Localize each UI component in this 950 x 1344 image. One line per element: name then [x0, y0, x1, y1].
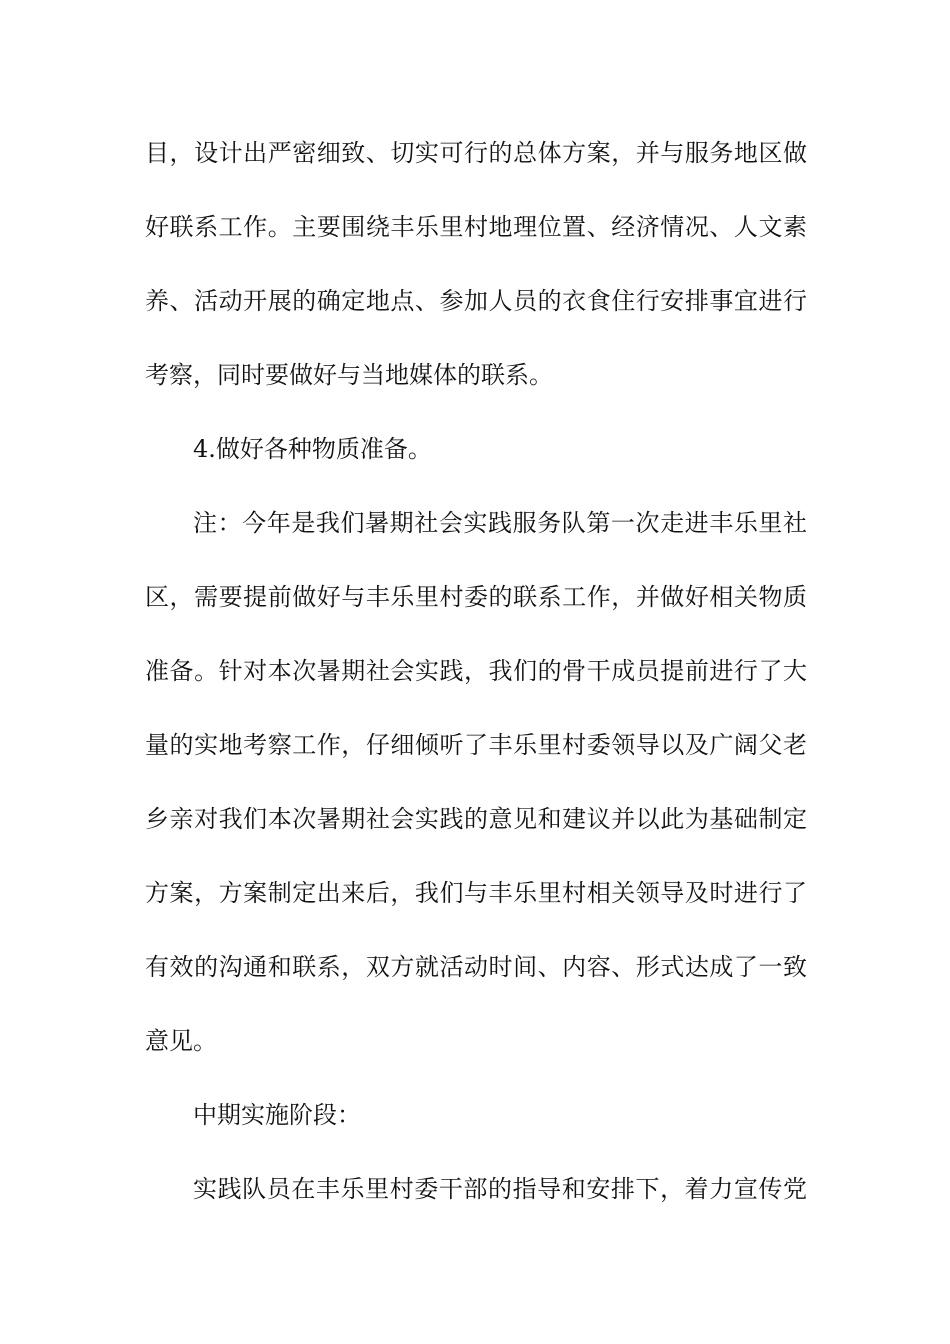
paragraph-line: 意见。 [145, 1027, 217, 1055]
paragraph-line: 养、活动开展的确定地点、参加人员的衣食住行安排事宜进行 [145, 287, 807, 315]
section-heading: 中期实施阶段： [193, 1101, 361, 1129]
paragraph-line: 准备。针对本次暑期社会实践，我们的骨干成员提前进行了大 [145, 657, 807, 685]
note-paragraph-line: 注：今年是我们暑期社会实践服务队第一次走进丰乐里社 [193, 509, 807, 537]
paragraph-line: 方案，方案制定出来后，我们与丰乐里村相关领导及时进行了 [145, 879, 807, 907]
paragraph-line: 目，设计出严密细致、切实可行的总体方案，并与服务地区做 [145, 139, 807, 167]
paragraph-line: 实践队员在丰乐里村委干部的指导和安排下，着力宣传党 [193, 1175, 807, 1203]
paragraph-line: 量的实地考察工作，仔细倾听了丰乐里村委领导以及广阔父老 [145, 731, 807, 759]
paragraph-line: 好联系工作。主要围绕丰乐里村地理位置、经济情况、人文素 [145, 213, 807, 241]
paragraph-line: 有效的沟通和联系，双方就活动时间、内容、形式达成了一致 [145, 953, 807, 981]
paragraph-line: 区，需要提前做好与丰乐里村委的联系工作，并做好相关物质 [145, 583, 807, 611]
paragraph-line: 乡亲对我们本次暑期社会实践的意见和建议并以此为基础制定 [145, 805, 807, 833]
list-item-heading: 4.做好各种物质准备。 [193, 435, 432, 463]
paragraph-line: 考察，同时要做好与当地媒体的联系。 [145, 361, 553, 389]
